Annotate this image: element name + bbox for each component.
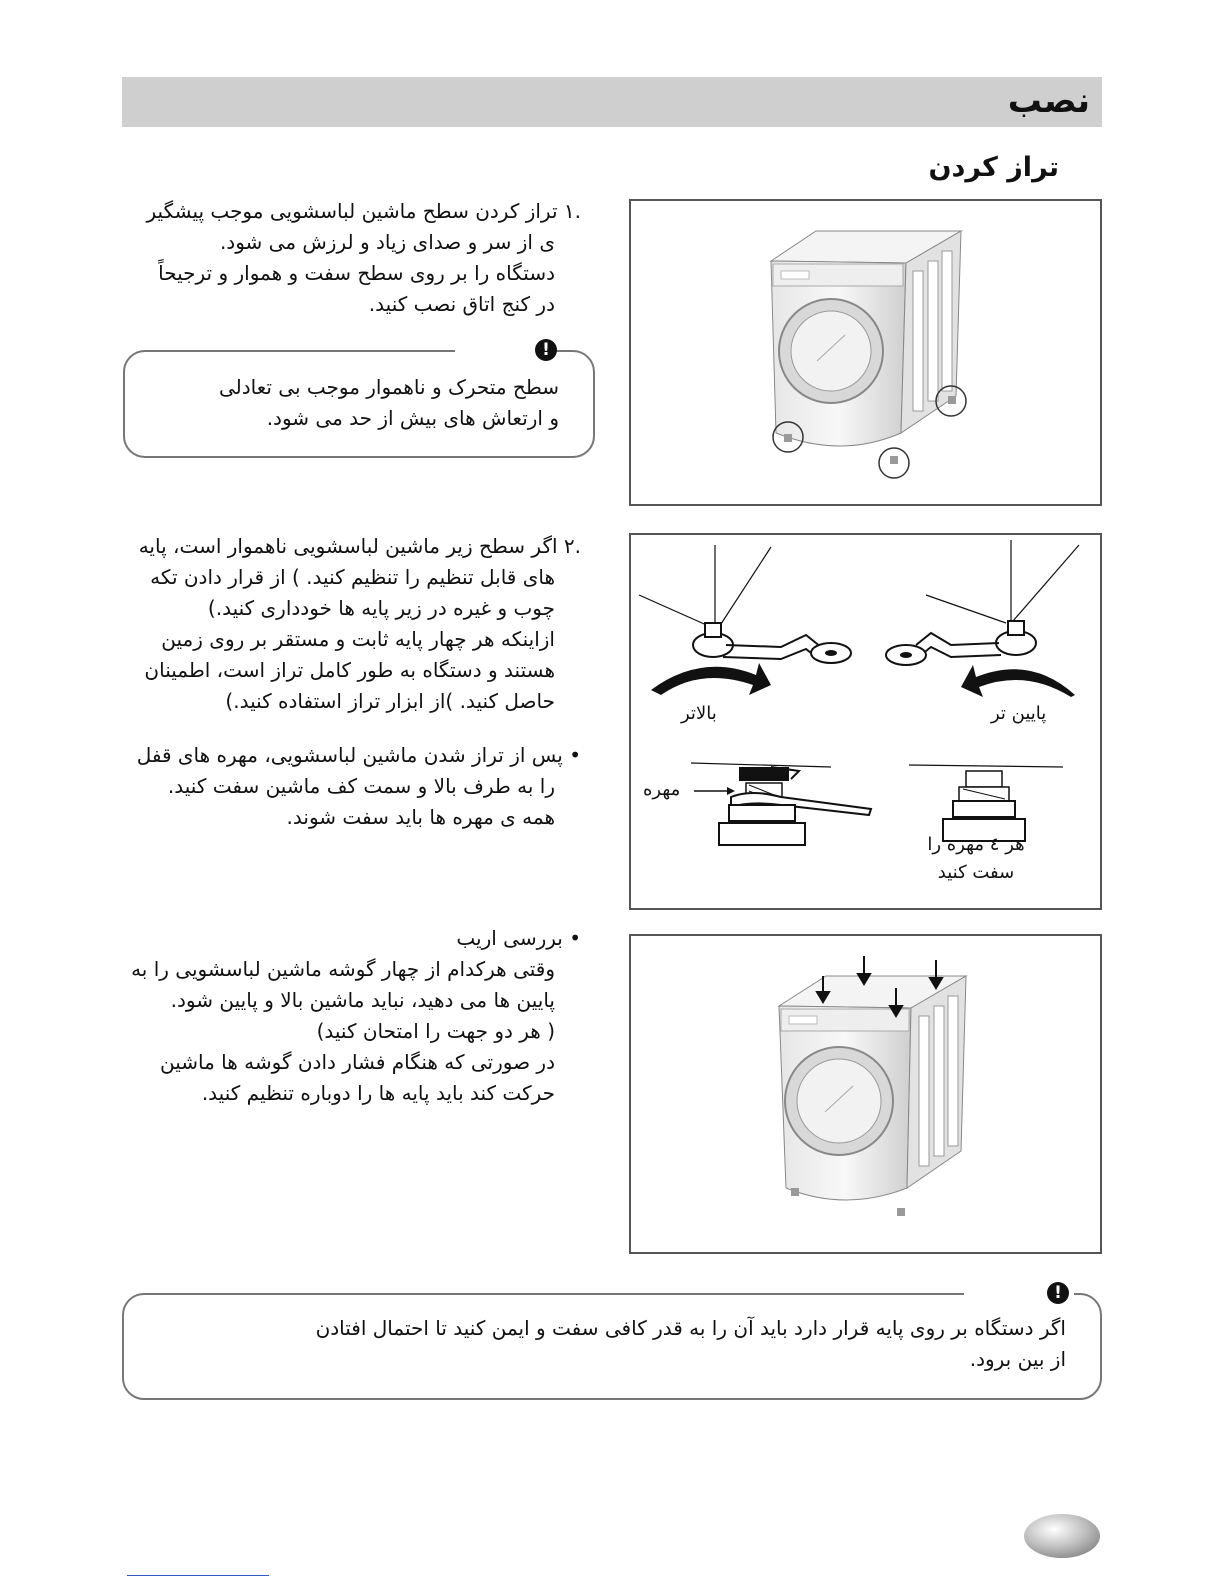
warning-icon: ! — [1047, 1282, 1069, 1304]
bullet2-line: را به طرف بالا و سمت کف ماشین سفت کنید. — [167, 774, 555, 798]
step2-line: های قابل تنظیم را تنظیم کنید. ) از قرار دادن تکه — [150, 565, 555, 589]
step2-line: حاصل کنید. )از ابزار تراز استفاده کنید.) — [225, 689, 555, 713]
step1-text — [111, 196, 581, 320]
footer-link-underline — [127, 1575, 269, 1576]
warning1-line: سطح متحرک و ناهموار موجب بی تعادلی — [218, 375, 559, 399]
bullet3-line: پایین ها می دهید، نباید ماشین بالا و پایین شود. — [170, 988, 555, 1012]
step1-line: در کنج اتاق نصب کنید. — [368, 292, 555, 316]
warning2-line: اگر دستگاه بر روی پایه قرار دارد باید آن را به قدر کافی سفت و ایمن کنید تا احتمال افتادن — [315, 1316, 1066, 1340]
warning-callout-1 — [123, 340, 595, 458]
warning2-line: از بین برود. — [969, 1347, 1066, 1371]
bullet3-line: حرکت کند باید پایه ها را دوباره تنظیم کنید. — [201, 1081, 555, 1105]
bullet2-text — [91, 740, 581, 833]
label-tighten-line: سفت کنید — [937, 862, 1015, 883]
washer-arrows-illustration — [631, 936, 1100, 1252]
label-nut: مهره — [643, 779, 681, 800]
warning-icon: ! — [535, 339, 557, 361]
step1-line: دستگاه را بر روی سطح سفت و هموار و ترجیحاً — [158, 261, 555, 285]
warning2-text — [166, 1313, 1066, 1375]
step2-line: .۲ اگر سطح زیر ماشین لباسشویی ناهموار است، پایه — [138, 534, 581, 558]
warning1-text — [139, 372, 559, 434]
bullet-marker: • — [569, 743, 581, 767]
label-raise: بالاتر — [681, 703, 717, 724]
step2-line: چوب و غیره در زیر پایه ها خودداری کنید.) — [207, 596, 555, 620]
bullet3-line: وقتی هرکدام از چهار گوشه ماشین لباسشویی را به — [131, 957, 555, 981]
warning-callout-2 — [122, 1283, 1102, 1400]
bullet3-heading: بررسی اریب — [456, 926, 563, 950]
page-marker-shape — [1022, 1511, 1102, 1561]
bullet2-line: همه ی مهره ها باید سفت شوند. — [286, 805, 555, 829]
step1-line: ی از سر و صدای زیاد و لرزش می شود. — [219, 230, 555, 254]
bullet2-line: پس از تراز شدن ماشین لباسشویی، مهره های قفل — [136, 743, 563, 767]
figure-leveling-feet — [629, 533, 1102, 910]
figure-diagonal-check — [629, 934, 1102, 1254]
bullet-marker: • — [569, 926, 581, 950]
step1-line: .۱ تراز کردن سطح ماشین لباسشویی موجب پیشگیر — [146, 199, 581, 223]
section-title: تراز کردن — [928, 152, 1059, 183]
header-bar — [122, 77, 1102, 127]
label-tighten-line: هر ٤ مهره را — [927, 834, 1025, 855]
bullet3-text — [81, 923, 581, 1109]
label-lower: پایین تر — [991, 703, 1047, 724]
step2-line: ازاینکه هر چهار پایه ثابت و مستقر بر روی زمین — [161, 627, 555, 651]
washer-illustration — [631, 201, 1100, 504]
step2-line: هستند و دستگاه به طور کامل تراز است، اطمینان — [144, 658, 555, 682]
label-tighten — [921, 831, 1031, 887]
bullet3-line: در صورتی که هنگام فشار دادن گوشه ها ماشین — [160, 1050, 555, 1074]
figure-washer-feet — [629, 199, 1102, 506]
bullet3-line: ( هر دو جهت را امتحان کنید) — [316, 1019, 555, 1043]
page-title: نصب — [1007, 81, 1090, 121]
step2-text — [91, 531, 581, 717]
warning1-line: و ارتعاش های بیش از حد می شود. — [266, 406, 559, 430]
